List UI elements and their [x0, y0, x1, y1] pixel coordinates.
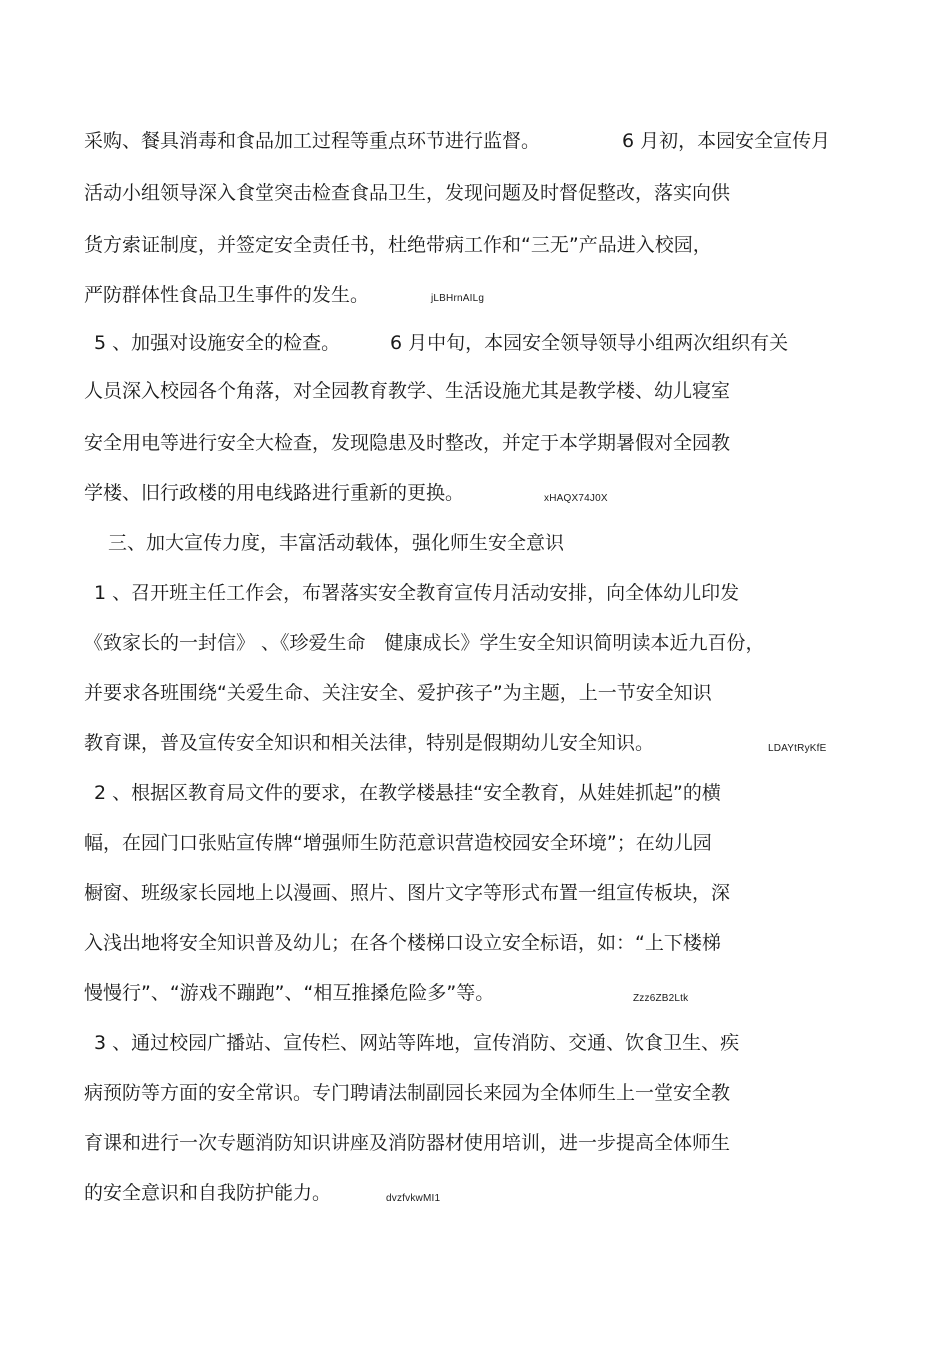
reference-code: jLBHrnAILg	[431, 293, 485, 304]
text-line: 活动小组领导深入食堂突击检查食品卫生，发现问题及时督促整改，落实向供	[84, 182, 731, 204]
text-line: 6 月中旬，本园安全领导领导小组两次组织有关	[390, 332, 789, 354]
text-line: 5 、加强对设施安全的检查。	[94, 332, 341, 354]
text-line: 3 、通过校园广播站、宣传栏、网站等阵地，宣传消防、交通、饮食卫生、疾	[94, 1032, 740, 1054]
text-line: 采购、餐具消毒和食品加工过程等重点环节进行监督。	[84, 130, 541, 152]
section-heading: 三、加大宣传力度，丰富活动载体，强化师生安全意识	[108, 532, 565, 554]
reference-code: Zzz6ZB2Ltk	[633, 993, 689, 1004]
text-line: 6 月初，本园安全宣传月	[622, 130, 831, 152]
text-line: 并要求各班围绕“关爱生命、关注安全、爱护孩子”为主题，上一节安全知识	[84, 682, 712, 704]
text-line: 货方索证制度，并签定安全责任书，杜绝带病工作和“三无”产品进入校园，	[84, 234, 712, 256]
reference-code: dvzfvkwMI1	[386, 1193, 441, 1204]
text-line: 入浅出地将安全知识普及幼儿；在各个楼梯口设立安全标语，如：“上下楼梯	[84, 932, 721, 954]
text-line: 橱窗、班级家长园地上以漫画、照片、图片文字等形式布置一组宣传板块，深	[84, 882, 731, 904]
text-line: 2 、根据区教育局文件的要求，在教学楼悬挂“安全教育，从娃娃抓起”的横	[94, 782, 721, 804]
text-line: 安全用电等进行安全大检查，发现隐患及时整改，并定于本学期暑假对全园教	[84, 432, 731, 454]
text-line: 学楼、旧行政楼的用电线路进行重新的更换。	[84, 482, 465, 504]
text-line: 教育课，普及宣传安全知识和相关法律，特别是假期幼儿安全知识。	[84, 732, 655, 754]
text-line: 慢慢行”、“游戏不蹦跑”、“相互推搡危险多”等。	[84, 982, 495, 1004]
text-line: 《致家长的一封信》 、《珍爱生命 健康成长》学生安全知识简明读本近九百份，	[84, 632, 765, 654]
reference-code: xHAQX74J0X	[544, 493, 608, 504]
text-line: 幅，在园门口张贴宣传牌“增强师生防范意识营造校园安全环境”；在幼儿园	[84, 832, 712, 854]
text-line: 人员深入校园各个角落，对全园教育教学、生活设施尤其是教学楼、幼儿寝室	[84, 380, 731, 402]
reference-code: LDAYtRyKfE	[768, 743, 827, 754]
text-line: 的安全意识和自我防护能力。	[84, 1182, 332, 1204]
text-line: 病预防等方面的安全常识。专门聘请法制副园长来园为全体师生上一堂安全教	[84, 1082, 731, 1104]
text-line: 严防群体性食品卫生事件的发生。	[84, 284, 370, 306]
text-line: 1 、召开班主任工作会，布署落实安全教育宣传月活动安排，向全体幼儿印发	[94, 582, 740, 604]
text-line: 育课和进行一次专题消防知识讲座及消防器材使用培训，进一步提高全体师生	[84, 1132, 731, 1154]
